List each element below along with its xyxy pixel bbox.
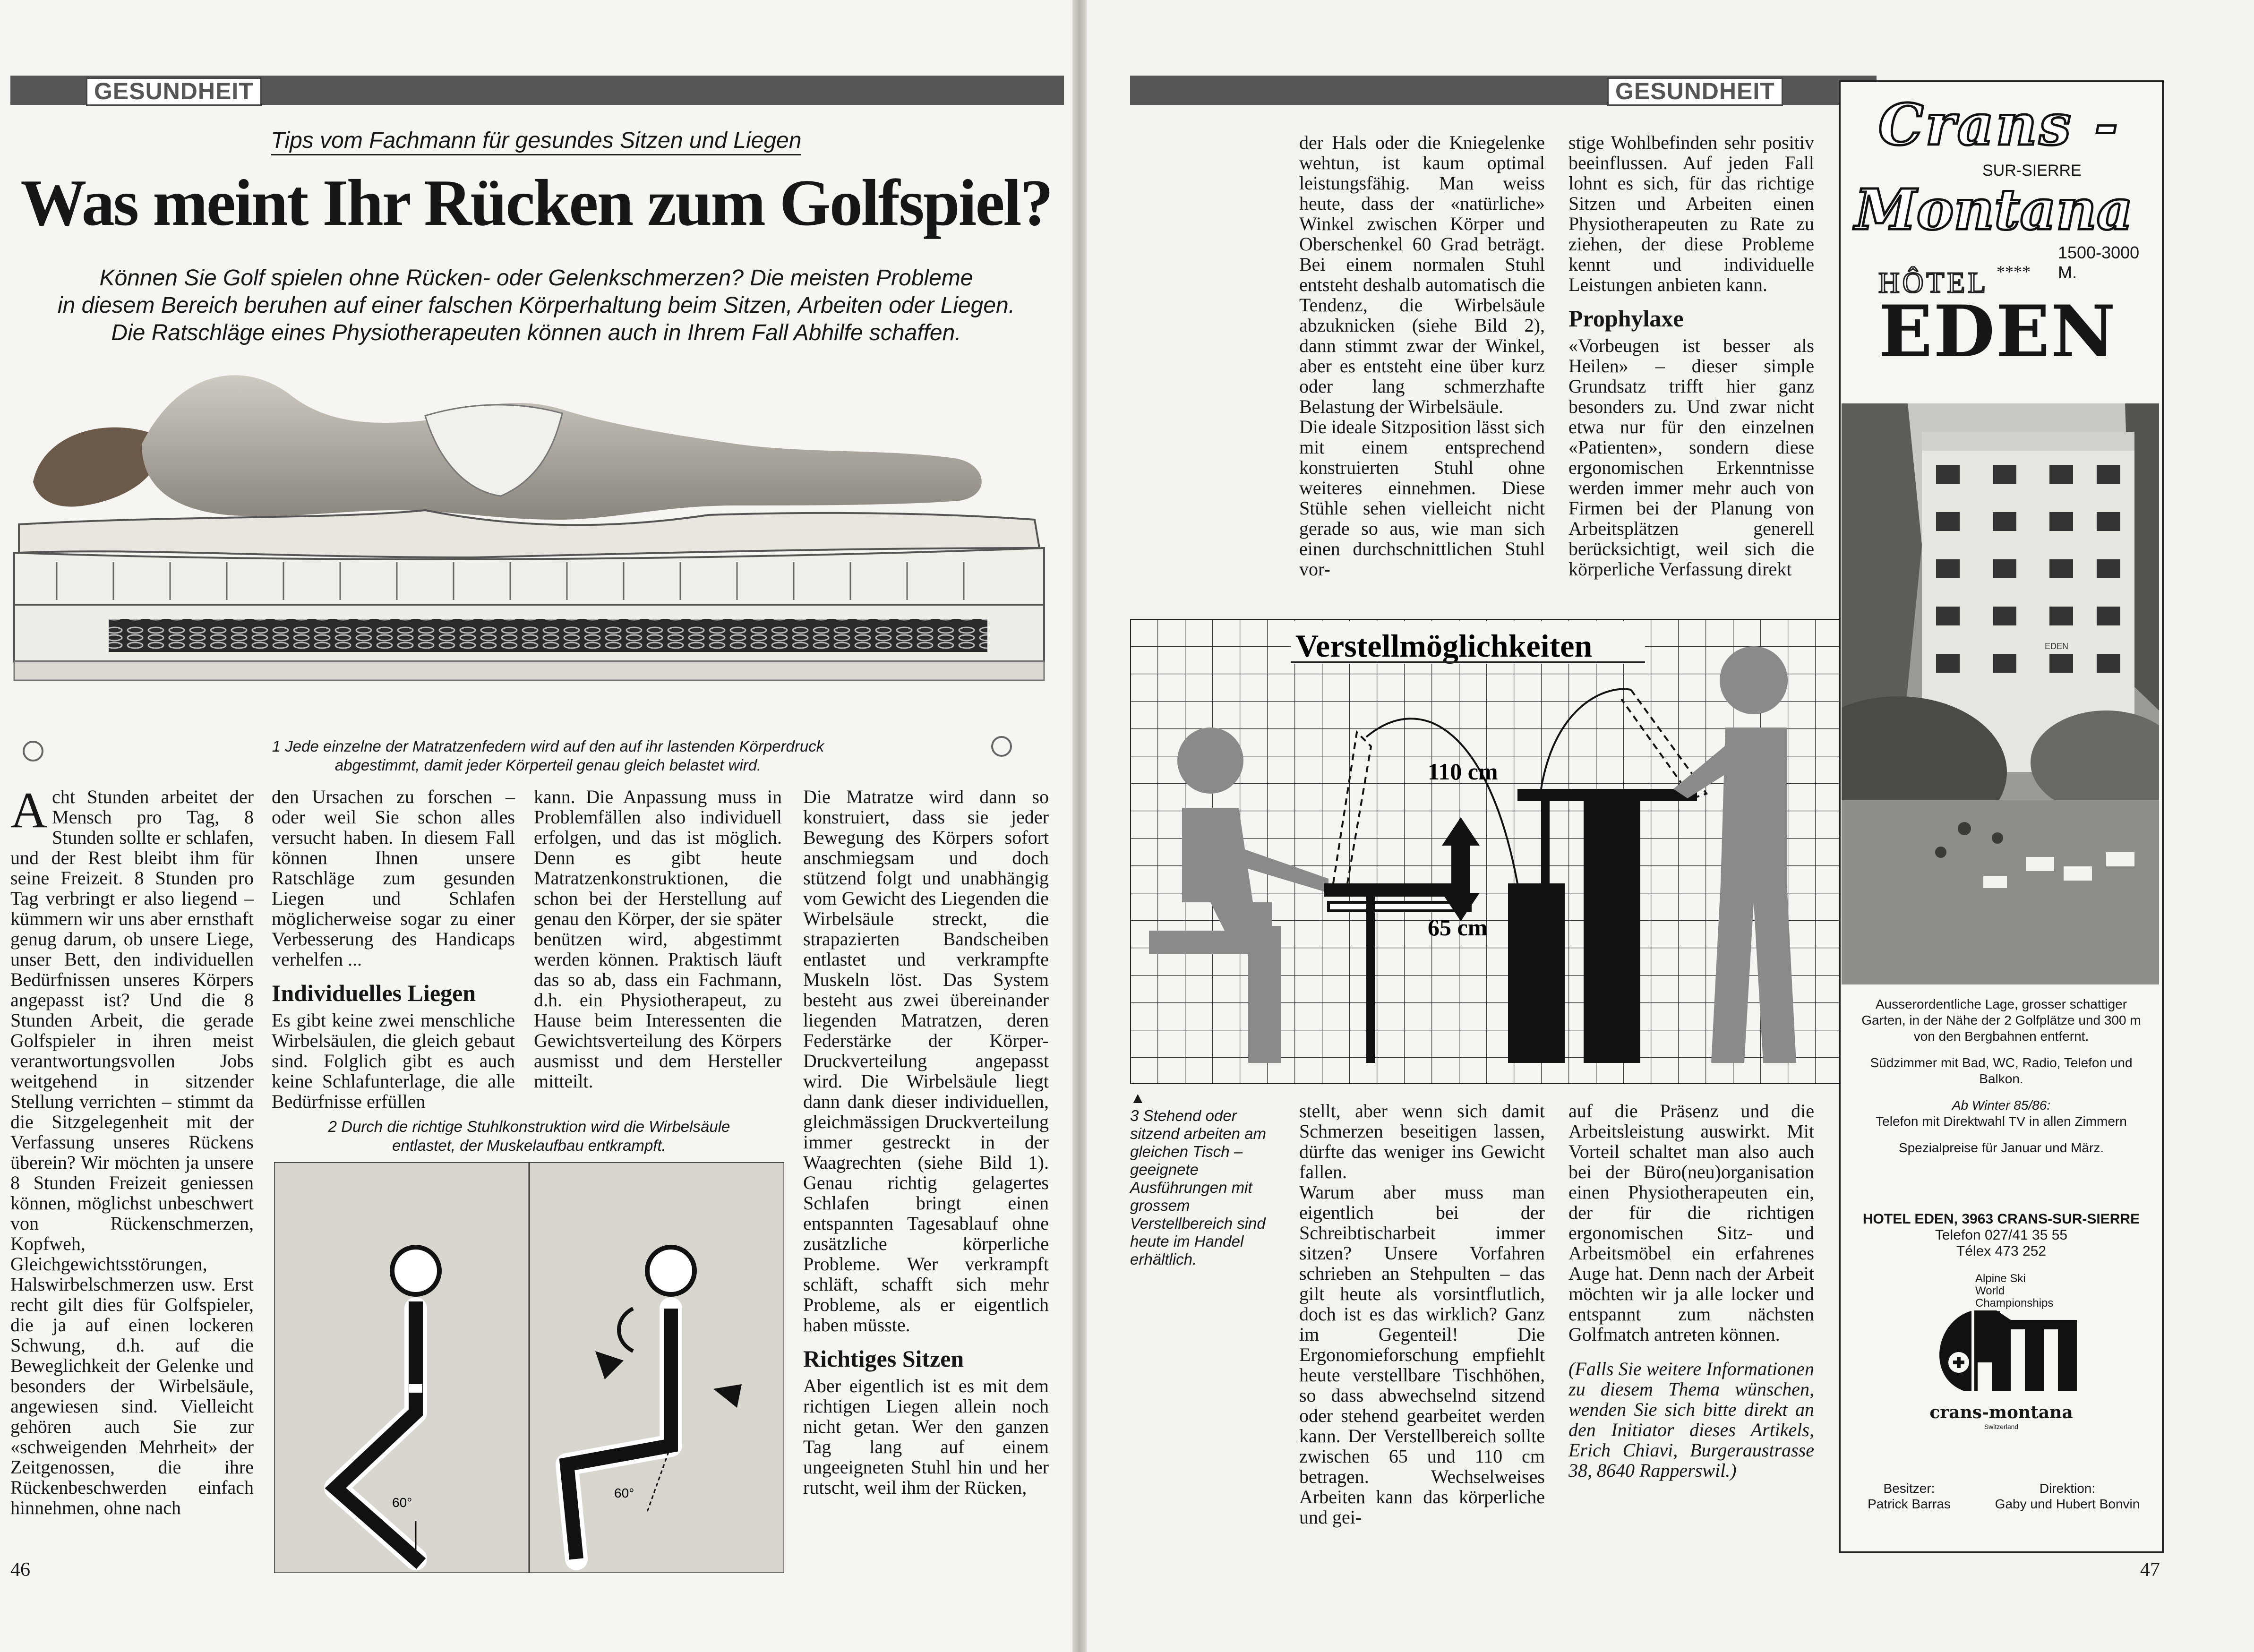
- page-number-left: 46: [10, 1559, 30, 1581]
- right-column-4: auf die Präsenz und die Arbeitsleistung auswirkt. Mit Vorteil schaltet man also auch bei der Büro(neu)organisation einen Physiotherapeuten ein, der für die richtigen ergonomischen Sitz- und Arbeitsmöbel ein erfahrenes Auge hat. Denn nach der Arbeit möchten wir ja alle locker und entspannt zum nächsten Golfmatch antreten können. (Falls Sie weitere Informationen zu diesem Thema wünschen, wenden Sie sich bitte direkt an den Initiator dieses Artikels, Erich Chiavi, Burgeraustrasse 38, 8640 Rapperswil.): [1568, 1100, 1814, 1481]
- montana-logo: Montana: [1855, 177, 2133, 242]
- height-label-65: 65 cm: [1428, 914, 1488, 941]
- logo-sur-sierre: SUR-SIERRE: [1982, 162, 2082, 180]
- section-header-bar-right: [1130, 76, 1877, 105]
- body-column-3: kann. Die Anpassung muss in Problemfällen also individuell erfolgen, und das ist möglich. Denn es gibt heute Matratzenkonstruktionen, die schon bei der Herstellung auf genau den Körper, der sie später benützen wird, abgestimmt werden können. Praktisch läuft das so ab, dass ein Fachmann, d.h. ein Physiotherapeut, zu Hause beim Interessenten die Gewichtsverteilung des Körpers ausmisst und dem Hersteller mitteilt.: [534, 786, 782, 1092]
- cm-wordmark: crans-montana: [1929, 1403, 2073, 1422]
- body-column-4: Die Matratze wird dann so konstruiert, dass sie jeder Bewegung des Körpers sofort anschmiegsam und doch stützend folgt und unabhängig vom Gewicht des Liegenden die Wirbelsäule streckt, die strapazierten Bandscheiben entlastet und verkrampfte Muskeln löst. Das System besteht aus zwei übereinander liegenden Matratzen, deren Federstärke der Körper-Druckverteilung angepasst wird. Die Wirbelsäule liegt dann dank dieser individuellen, gleichmässigen Druckverteilung immer gestreckt in der Waagrechten (siehe Bild 1). Genau richtig gelagertes Schlafen bringt einen entspannten Tagesablauf ohne zusätzliche körperliche Probleme. Wer verkrampft schläft, schafft sich mehr Probleme, als er eigentlich haben müsste. Richtiges Sitzen Aber eigentlich ist es mit dem richtigen Liegen allein noch nicht getan. Wer den ganzen Tag lang auf einem ungeeigneten Stuhl hin und her rutscht, weil ihm der Rücken,: [803, 786, 1049, 1498]
- hotel-photo: [1842, 403, 2159, 984]
- height-label-110: 110 cm: [1428, 758, 1498, 785]
- body-column-1: Acht Stunden arbeitet der Mensch pro Tag, 8 Stunden sollte er schlafen, und der Rest bleibt ihm für seine Freizeit. 8 Stunden pro Tag verbringt er also liegend – kümmern wir uns aber ernsthaft genug darum, ob unsere Liege, unser Bett, den individuellen Bedürfnissen unseres Körpers angepasst ist? Und die 8 Stunden Arbeit, die gerade Golfspieler in ihren meist verantwortungsvollen Jobs weitgehend in sitzender Stellung verrichten – stimmt da die Sitzgelegenheit mit der Verfassung unseres Rückens überein? Wir möchten ja unsere 8 Stunden Freizeit geniessen können, möglichst unbeschwert von Rückenschmerzen, Kopfweh, Gleichgewichtsstörungen, Halswirbelschmerzen usw. Erst recht gilt dies für Golfspieler, die ja auf einen lockeren Schwung, d.h. auf die Beweglichkeit der Gelenke und besonders der Wirbelsäule, angewiesen sind. Vielleicht gehören auch Sie zur «schweigenden Mehrheit» der Zeitgenossen, die ihre Rückenbeschwerden einfach hinnehmen, ohne nach: [10, 782, 254, 1518]
- building-sign: EDEN: [2045, 642, 2069, 651]
- section-header-bar: [10, 76, 1064, 105]
- ad-description: Ausserordentliche Lage, grosser schattiger Garten, in der Nähe der 2 Golfplätze und 300 m von den Bergbahnen entfernt. Südzimmer mit Bad, WC, Radio, Telefon und Balkon. Ab Winter 85/86: Telefon mit Direktwahl TV in allen Zimmern Spezialpreise für Januar und März.: [1861, 997, 2141, 1155]
- article-kicker: Tips vom Fachmann für gesundes Sitzen und Liegen: [0, 128, 1072, 154]
- eden-wordmark: EDEN: [1878, 290, 2117, 373]
- caption-3: ▲ 3 Stehend oder sitzend arbeiten am gleichen Tisch – geeignete Ausführungen mit grossem Verstellbereich sind heute im Handel erhältlich.: [1130, 1089, 1266, 1268]
- headline: Was meint Ihr Rücken zum Golfspiel?: [20, 166, 1052, 240]
- hotel-stars: ****: [1997, 262, 2031, 281]
- page-number-right: 47: [2140, 1559, 2160, 1581]
- hotel-word: HÔTEL: [1878, 267, 1989, 299]
- hotel-eden-ad: [1839, 80, 2164, 1553]
- ad-address: HOTEL EDEN, 3963 CRANS-SUR-SIERRE Telefon 027/41 35 55 Télex 473 252: [1862, 1211, 2140, 1259]
- right-page: [1087, 0, 2254, 1652]
- ad-director: Direktion: Gaby und Hubert Bonvin: [1995, 1481, 2140, 1511]
- section-tag-right: GESUNDHEIT: [1607, 77, 1783, 106]
- angle-label-right: 60°: [614, 1486, 634, 1500]
- diagram-title: Verstellmöglichkeiten: [1295, 628, 1593, 664]
- posture-figure: [274, 1162, 784, 1573]
- mattress-photo: [0, 340, 1072, 765]
- drop-cap: A: [10, 782, 47, 839]
- caption-2: 2 Durch die richtige Stuhlkonstruktion wird die Wirbelsäule entlastet, der Muskelaufbau entkrampft.: [328, 1118, 730, 1154]
- crans-montana-logo-graphic: [1916, 1292, 2086, 1400]
- section-tag: GESUNDHEIT: [86, 77, 262, 106]
- right-column-1: der Hals oder die Kniegelenke wehtun, ist kaum optimal leistungsfähig. Man weiss heute, dass der «natürliche» Winkel zwischen Körper und Oberschenkel 60 Grad beträgt. Bei einem normalen Stuhl entsteht deshalb automatisch die Tendenz, die Wirbelsäule abzuknicken (siehe Bild 2), dann stimmt zwar der Winkel, aber es entsteht eine über kurz oder lang schmerzhafte Belastung der Wirbelsäule. Die ideale Sitzposition lässt sich mit einem entsprechend konstruierten Stuhl ohne weiteres einnehmen. Diese Stühle sehen vielleicht nicht gerade so aus, wie man sich einen durchschnittlichen Stuhl vor-: [1299, 132, 1545, 580]
- contact-note: (Falls Sie weitere Informationen zu diesem Thema wünschen, wenden Sie sich bitte direkt an den Initiator dieses Artikels, Erich Chiavi, Burgeraustrasse 38, 8640 Rapperswil.): [1568, 1358, 1814, 1481]
- left-page: [0, 0, 1072, 1652]
- subhead-individuelles-liegen: Individuelles Liegen: [272, 980, 476, 1006]
- right-column-3: stellt, aber wenn sich damit Schmerzen beseitigen lassen, dürfte das weniger ins Gewicht fallen. Warum aber muss man eigentlich bei der Schreibtischarbeit immer sitzen? Unsere Vorfahren schrieben an Stehpulten – das gilt heute als vorsintflutlich, doch ist es das wirklich? Ganz im Gegenteil! Die Ergonomieforschung empfiehlt heute verstellbare Tischhöhen, so dass abwechselnd sitzend oder stehend gearbeitet werden kann. Der Verstellbereich sollte zwischen 65 und 110 cm betragen. Wechselweises Arbeiten kann das körperliche und gei-: [1299, 1100, 1545, 1528]
- crans-logo: Crans -: [1878, 92, 2120, 158]
- adjustable-desk-diagram: [1130, 619, 1853, 1084]
- caption-1: 1 Jede einzelne der Matratzenfedern wird auf den auf ihr lastenden Körperdruck abgestimmt, damit jeder Körperteil genau gleich belastet wird.: [272, 737, 824, 774]
- cm-country: Switzerland: [1984, 1423, 2019, 1430]
- ad-owner: Besitzer: Patrick Barras: [1868, 1481, 1951, 1511]
- body-column-2: den Ursachen zu forschen – oder weil Sie schon alles versucht haben. In diesem Fall können Ihnen unsere Ratschläge zum gesunden Liegen und Schlafen möglicherweise sogar zu einer Verbesserung des Handicaps verhelfen ... Individuelles Liegen Es gibt keine zwei menschliche Wirbelsäulen, die gleich gebaut sind. Folglich gibt es auch keine Schlafunterlage, die alle Bedürfnisse erfüllen: [272, 786, 515, 1112]
- angle-label-left: 60°: [392, 1495, 412, 1510]
- subhead-richtiges-sitzen: Richtiges Sitzen: [803, 1345, 964, 1372]
- championships-text: Alpine Ski World Championships: [1975, 1272, 2054, 1310]
- subhead-prophylaxe: Prophylaxe: [1568, 305, 1684, 332]
- altitude-text: 1500-3000 M.: [2058, 243, 2140, 282]
- magazine-spine: [1072, 0, 1087, 1652]
- intro-text: Können Sie Golf spielen ohne Rücken- oder Gelenkschmerzen? Die meisten Probleme in diesem Bereich beruhen auf einer falschen Körperhaltung beim Sitzen, Arbeiten oder Liegen. Die Ratschläge eines Physiotherapeuten können auch in Ihrem Fall Abhilfe schaffen.: [57, 265, 1015, 345]
- right-column-2: stige Wohlbefinden sehr positiv beeinflussen. Auf jeden Fall lohnt es sich, für das richtige Sitzen und Arbeiten einen Physiotherapeuten zu Rate zu ziehen, der diese Probleme kennt und individuelle Leistungen anbieten kann. Prophylaxe «Vorbeugen ist besser als Heilen» – dieser simple Grundsatz trifft hier ganz besonders zu. Und zwar nicht etwa nur für den einzelnen «Patienten», sondern diese ergonomischen Erkenntnisse werden immer mehr auch von Firmen bei der Planung von Arbeitsplätzen generell berücksichtigt, weil sich die körperliche Verfassung direkt: [1568, 132, 1814, 580]
